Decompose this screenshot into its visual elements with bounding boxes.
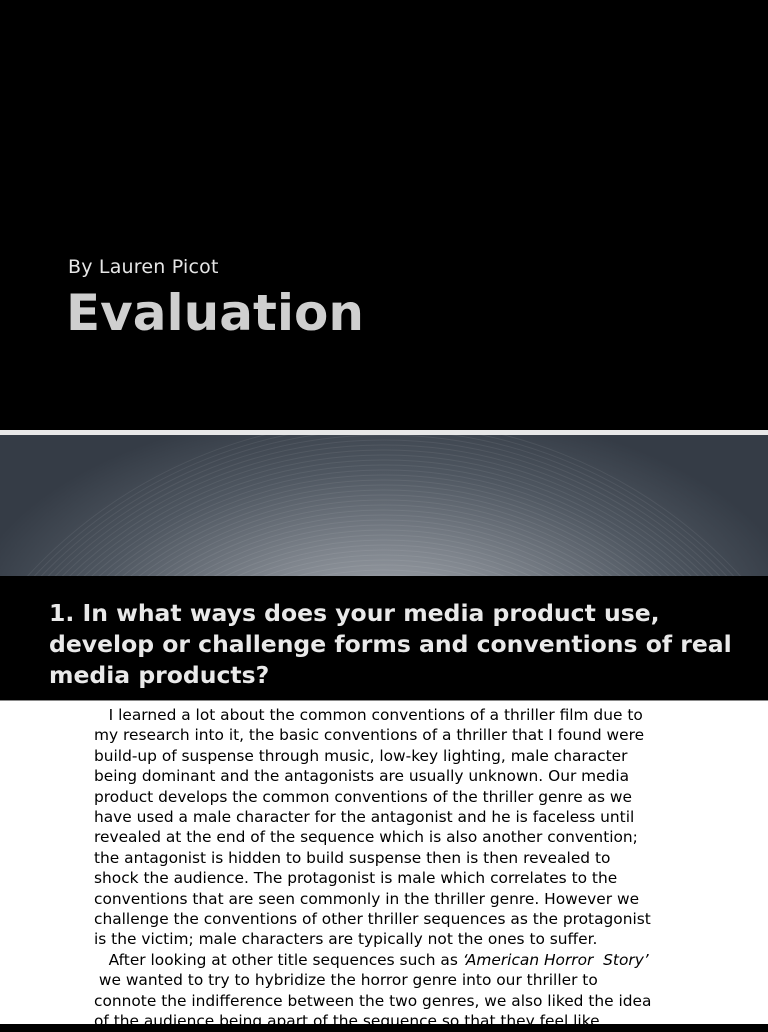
body-line: conventions that are seen commonly in the thriller genre. However we [94, 889, 640, 908]
arc-pattern [0, 435, 768, 576]
body-line: build-up of suspense through music, low-key lighting, male character [94, 746, 628, 765]
body-line: challenge the conventions of other thriller sequences as the protagonist [94, 910, 651, 929]
decorative-band [0, 435, 768, 576]
body-line: we wanted to try to hybridize the horror genre into our thriller to [94, 971, 598, 990]
text-page [0, 700, 768, 1031]
question-slide [0, 576, 768, 700]
quoted-title: ‘American Horror Story’ [462, 950, 649, 969]
body-line: After looking at other title sequences such as [94, 950, 463, 969]
title-slide [0, 0, 768, 430]
body-line: the antagonist is hidden to build suspense then is then revealed to [94, 848, 611, 867]
arc-line [9, 530, 759, 576]
body-line: shock the audience. The protagonist is male which correlates to the [94, 869, 618, 888]
body-line: connote the indifference between the two genres, we also liked the idea [94, 991, 652, 1010]
body-line: is the victim; male characters are typically not the ones to suffer. [94, 930, 598, 949]
body-line: I learned a lot about the common conventions of a thriller film due to [94, 706, 643, 724]
slide-subtitle: By Lauren Picot [68, 256, 219, 278]
body-text [94, 705, 714, 1032]
body-line-with-title [94, 950, 714, 970]
slide-title: Evaluation [66, 284, 364, 342]
arc-line [0, 520, 768, 576]
body-line: product develops the common conventions of the thriller genre as we [94, 787, 632, 806]
body-line: revealed at the end of the sequence which is also another convention; [94, 828, 638, 847]
body-line: being dominant and the antagonists are usually unknown. Our media [94, 767, 630, 786]
arc-line [0, 480, 768, 576]
body-line: have used a male character for the antagonist and he is faceless until [94, 808, 635, 827]
question-heading: 1. In what ways does your media product use, develop or challenge forms and conventions of real media products? [49, 599, 732, 689]
body-line: of the audience being apart of the sequence so that they feel like [94, 1012, 600, 1031]
body-line: my research into it, the basic conventions of a thriller that I found were [94, 726, 645, 745]
arc-line [0, 460, 768, 576]
